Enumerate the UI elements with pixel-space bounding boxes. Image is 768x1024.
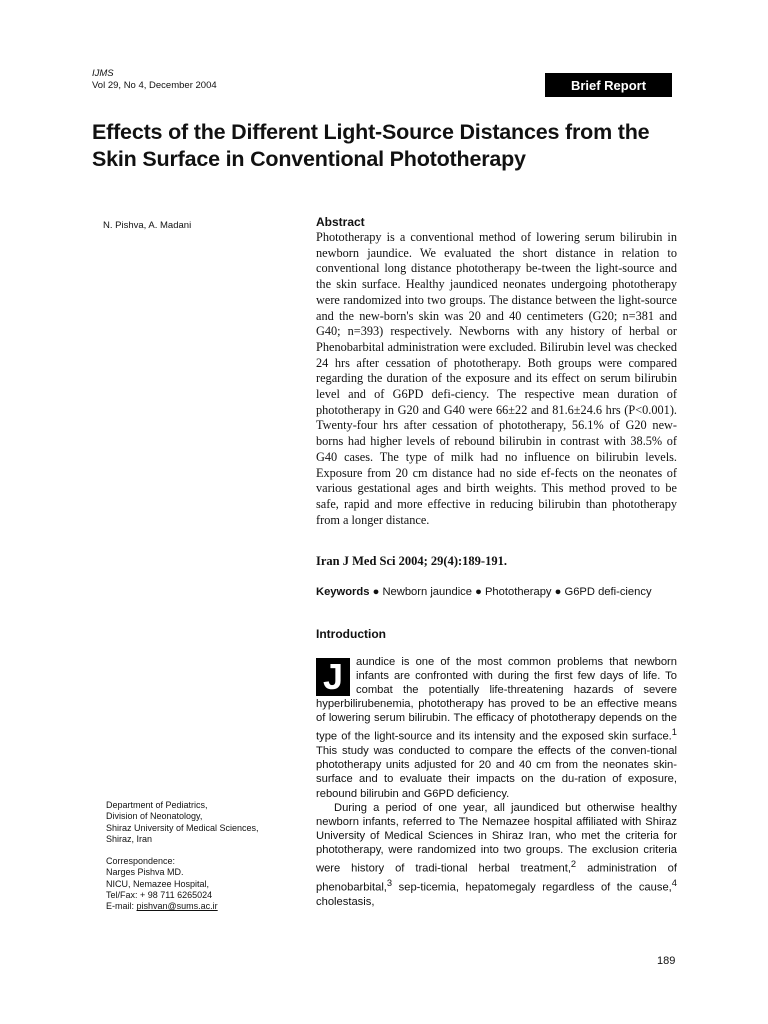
keywords — [316, 585, 677, 600]
article-title: Effects of the Different Light-Source Distances from the Skin Surface in Conventional Phototherapy — [92, 120, 650, 171]
introduction-heading: Introduction — [316, 627, 386, 641]
intro-paragraph-2: During a period of one year, all jaundiced but otherwise healthy newborn infants, referred to The Nemazee hospital affiliated with Shiraz University of Medical Sciences in Shiraz Iran, who met the criteria for phototherapy, were randomized into two groups. The exclusion criteria were history of tradi-tional herbal treatment,$^2$ administration of phenobarbital,$^3$ sep-ticemia, hepatomegaly regardless of the cause,$^4$ cholestasis, — [316, 801, 677, 908]
correspondence-name: Narges Pishva MD. — [106, 867, 184, 878]
ref-2: 2 — [570, 859, 577, 870]
correspondence-label: Correspondence: — [106, 856, 176, 867]
keywords-label: Keywords — [316, 586, 370, 598]
authors: N. Pishva, A. Madani — [103, 220, 192, 231]
journal-info — [92, 68, 217, 92]
abstract-citation: Iran J Med Sci 2004; 29(4):189-191. — [316, 554, 507, 568]
intro-paragraph-1: J aundice is one of the most common problems that newborn infants are confronted with during the first few days of life. To combat the potentially life-threatening hazards of severe hyperbilirubenemia, phototherapy has proved to be an effective means of lowering serum bilirubin. The efficacy of phototherapy depends on the type of the light-source and its intensity and the exposed skin surface.$^1$ This study was conducted to compare the effects of the conven-tional phototherapy units adjusted for 20 and 40 cm from the neonates skin-surface and to evaluate their impacts on the du-ration of exposure, rebound bilirubin and G6PD deficiency. — [316, 656, 677, 800]
affiliation-block — [106, 800, 259, 913]
correspondence-tel: Tel/Fax: + 98 711 6265024 — [106, 890, 213, 901]
journal-abbrev: IJMS — [92, 68, 114, 79]
affil-university: Shiraz University of Medical Sciences, — [106, 822, 259, 833]
introduction-body — [316, 655, 677, 909]
affil-dept: Department of Pediatrics, — [106, 800, 208, 810]
page-number: 189 — [657, 955, 676, 967]
ref-3: 3 — [386, 877, 393, 888]
affil-division: Division of Neonatology, — [106, 811, 203, 822]
correspondence-address: NICU, Nemazee Hospital, — [106, 878, 210, 889]
abstract-text: Phototherapy is a conventional method of lowering serum bilirubin in newborn jaundice. We evaluated the short distance in relation to conventional long distance phototherapy be-tween the light-source and the skin surface. Healthy jaundiced neonates undergoing phototherapy were randomized into two groups. The distance between the light-source and the new-born's skin was 20 and 40 centimeters (G20; n=381 and G40; n=393) respectively. Newborns with any history of herbal or Phenobarbital administration were excluded. Bilirubin level was checked 24 hrs after cessation of phototherapy. Both groups were compared regarding the duration of the exposure and its effect on serum bilirubin level and of G6PD defi-ciency. The respective mean duration of phototherapy in G20 and G40 were 66±22 and 81.6±24.6 hrs (P<0.001). Twenty-four hrs after cessation of phototherapy, 56.1% of G20 new-borns had higher levels of rebound bilirubin in contrast with 38.5% of G40 cases. The type of milk had no influence on bilirubin levels. Exposure from 20 cm distance had no side ef-fects on the neonates of various gestational ages and birth weights. This method proved to be safe, rapid and more effective in reducing bilirubin than phototherapy from a longer distance. — [316, 230, 677, 527]
affil-city: Shiraz, Iran — [106, 833, 153, 844]
journal-volume: Vol 29, No 4, December 2004 — [92, 80, 217, 91]
correspondence-email-line: E-mail: pishvan@sums.ac.ir — [106, 901, 218, 912]
keywords-items: ● Newborn jaundice ● Phototherapy ● G6PD defi-ciency — [372, 586, 652, 598]
ref-1: 1 — [671, 727, 677, 738]
abstract-heading: Abstract — [316, 215, 365, 229]
section-badge: Brief Report — [545, 73, 672, 97]
email-link[interactable]: pishvan@sums.ac.ir — [136, 901, 218, 912]
drop-cap: J — [316, 658, 350, 696]
ref-4: 4 — [671, 877, 677, 888]
